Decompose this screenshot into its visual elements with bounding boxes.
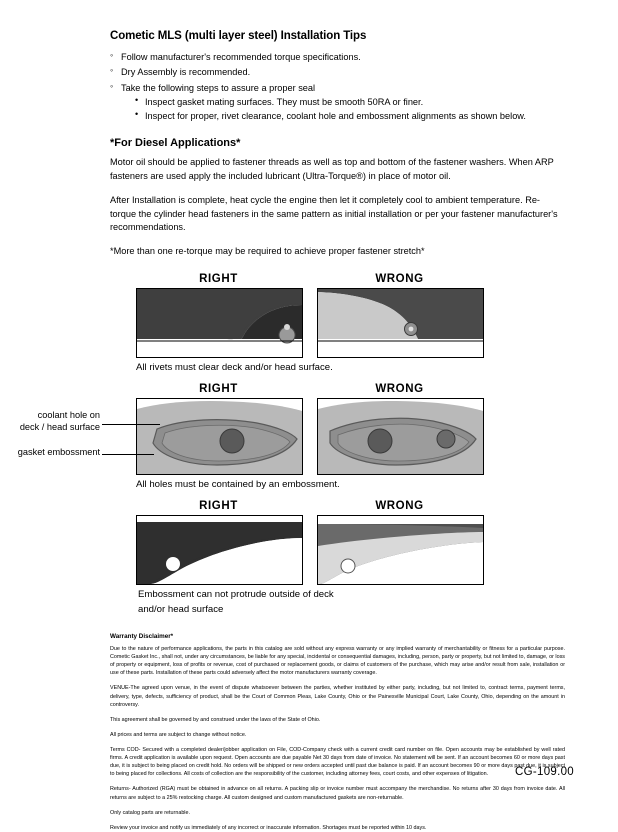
caption-wrap-1 (136, 362, 482, 373)
rivet-wrong-diagram (318, 289, 483, 357)
figure-wrong-embossment (317, 383, 482, 475)
list-item: ◦ Follow manufacturer's recommended torque specifications. (110, 50, 578, 64)
protrude-right-diagram (137, 516, 302, 584)
document-number: CG-109.00 (515, 766, 574, 778)
warranty-heading: Warranty Disclaimer* (110, 633, 174, 641)
warranty-paragraph: All prices and terms are subject to change without notice. (110, 731, 247, 738)
callout-coolant-hole (0, 409, 100, 434)
figure-section (17, 273, 578, 616)
callout-leader-coolant (102, 424, 160, 425)
diesel-heading: *For Diesel Applications* (110, 137, 241, 150)
figure-caption-2: All holes must be contained by an embossment. (136, 479, 340, 491)
warranty-paragraph: This agreement shall be governed by and construed under the laws of the State of Ohio. (110, 716, 321, 723)
callout-coolant-hole-line2: deck / head surface (19, 422, 100, 433)
figure-row-protrude (40, 500, 578, 585)
diesel-note: *More than one re-torque may be required to achieve proper fastener stretch* (110, 246, 425, 257)
warranty-paragraph: Returns- Authorized (RGA) must be obtained in advance on all returns. A packing slip or invoice number must accompany the merchandise. No returns after 30 days from invoice date. All returns are subject to a 25% restocking charge. All custom designed and custom manufactured gaskets are non-returnable. (110, 786, 565, 801)
list-item: ◦ Dry Assembly is recommended. (110, 65, 578, 79)
caption-wrap-2 (136, 479, 482, 490)
figure-wrong-protrude (317, 500, 482, 585)
embossment-wrong-diagram (318, 399, 483, 474)
figure-label-right: RIGHT (199, 273, 238, 286)
warranty-paragraph: Review your invoice and notify us immediately of any incorrect or inaccurate information. Shortages must be reported within 10 days. (110, 824, 427, 831)
warranty-paragraph: VENUE-The agreed upon venue, in the event of dispute whatsoever between the parties, whether instituted by either party, including, but not limited to, contract terms, payment terms, delivery, type, defects, sufficiency of product, shall be the Court of Common Pleas, Lake County, Ohio or the Painesville Municipal Court, Lake County, Ohio, depending on the amount in controversy. (110, 685, 565, 708)
figure-image-right-rivets (136, 288, 303, 358)
list-item (110, 81, 578, 124)
figure-row-embossment (40, 383, 578, 475)
rivet-right-diagram (137, 289, 302, 357)
figure-image-wrong-rivets (317, 288, 484, 358)
figure-label-right: RIGHT (199, 383, 238, 396)
figure-row-rivets (40, 273, 578, 358)
callout-gasket-embossment (0, 446, 100, 458)
figure-caption-1: All rivets must clear deck and/or head surface. (136, 362, 333, 374)
callout-leader-embossment (102, 454, 154, 455)
figure-wrong-rivets (317, 273, 482, 358)
figure-label-right: RIGHT (199, 500, 238, 513)
list-item: • Inspect for proper, rivet clearance, coolant hole and embossment alignments as shown below. (135, 109, 578, 123)
installation-tips-list (110, 50, 578, 123)
callout-gasket-embossment-label: gasket embossment (17, 447, 100, 458)
diesel-paragraph-1: Motor oil should be applied to fastener threads as well as top and bottom of the fastener washers. When ARP fasteners are used apply the included lubricant (Ultra-Torque®) in place of motor oil. (110, 157, 554, 182)
page-title: Cometic MLS (multi layer steel) Installation Tips (110, 30, 367, 42)
figure-caption-3-line2: and/or head surface (138, 604, 224, 616)
figure-image-wrong-embossment (317, 398, 484, 475)
figure-right-protrude (136, 500, 301, 585)
figure-label-wrong: WRONG (375, 500, 424, 513)
figure-caption-3-line1: Embossment can not protrude outside of deck (138, 589, 334, 601)
figure-image-right-embossment (136, 398, 303, 475)
figure-right-rivets (136, 273, 301, 358)
list-item: • Inspect gasket mating surfaces. They must be smooth 50RA or finer. (135, 95, 578, 109)
warranty-paragraph: Only catalog parts are returnable. (110, 809, 191, 816)
figure-label-wrong: WRONG (375, 383, 424, 396)
warranty-paragraph: Terms COD- Secured with a completed dealer/jobber application on File, COD-Company check with a current credit card number on file. Open accounts may be established by well rated firms. A credit application is available upon request. Open accounts are due payable Net 30 days from date of invoice. No statement will be sent. If an account becomes 60 or more days past due, it is subject to being placed on credit hold. No orders will be shipped or new orders accepted until past due balance is paid. If an account becomes 90 or more days past due, it is subject to being placed for collections. All costs of collection are the responsibility of the customer, including attorney fees, court costs, and other expenses of litigation. (110, 747, 565, 778)
protrude-wrong-diagram (318, 516, 483, 584)
figure-label-wrong: WRONG (375, 273, 424, 286)
caption-wrap-3 (134, 589, 484, 615)
figure-right-embossment (136, 383, 301, 475)
installation-sub-list (135, 95, 578, 124)
callout-coolant-hole-line1: coolant hole on (37, 410, 100, 421)
list-item-label: Take the following steps to assure a proper seal (121, 82, 316, 93)
figure-image-wrong-protrude (317, 515, 484, 585)
embossment-right-diagram (137, 399, 302, 474)
warranty-section (110, 633, 565, 832)
figure-image-right-protrude (136, 515, 303, 585)
diesel-paragraph-2: After Installation is complete, heat cycle the engine then let it completely cool to ambient temperature. Re-torque the cylinder head fasteners in the same pattern as initial installation or per your fastener manufacturer's recommendations. (110, 194, 558, 233)
warranty-paragraph: Due to the nature of performance applications, the parts in this catalog are sold without any express warranty or any implied warranty of merchantability or fitness for a particular purpose. Cometic Gasket Inc., shall not, under any circumstances, be liable for any special, incidental or consequential damages, including, person, party or property, but not limited to, damage, or loss of property or equipment, loss of profits or revenue, cost of purchased or replacement goods, or claims of customers of the purchase, which may arise and/or result from sale, installation or use of these parts. Installation of these parts could adversely affect the motor manufacturers warranty coverage. (110, 646, 565, 677)
